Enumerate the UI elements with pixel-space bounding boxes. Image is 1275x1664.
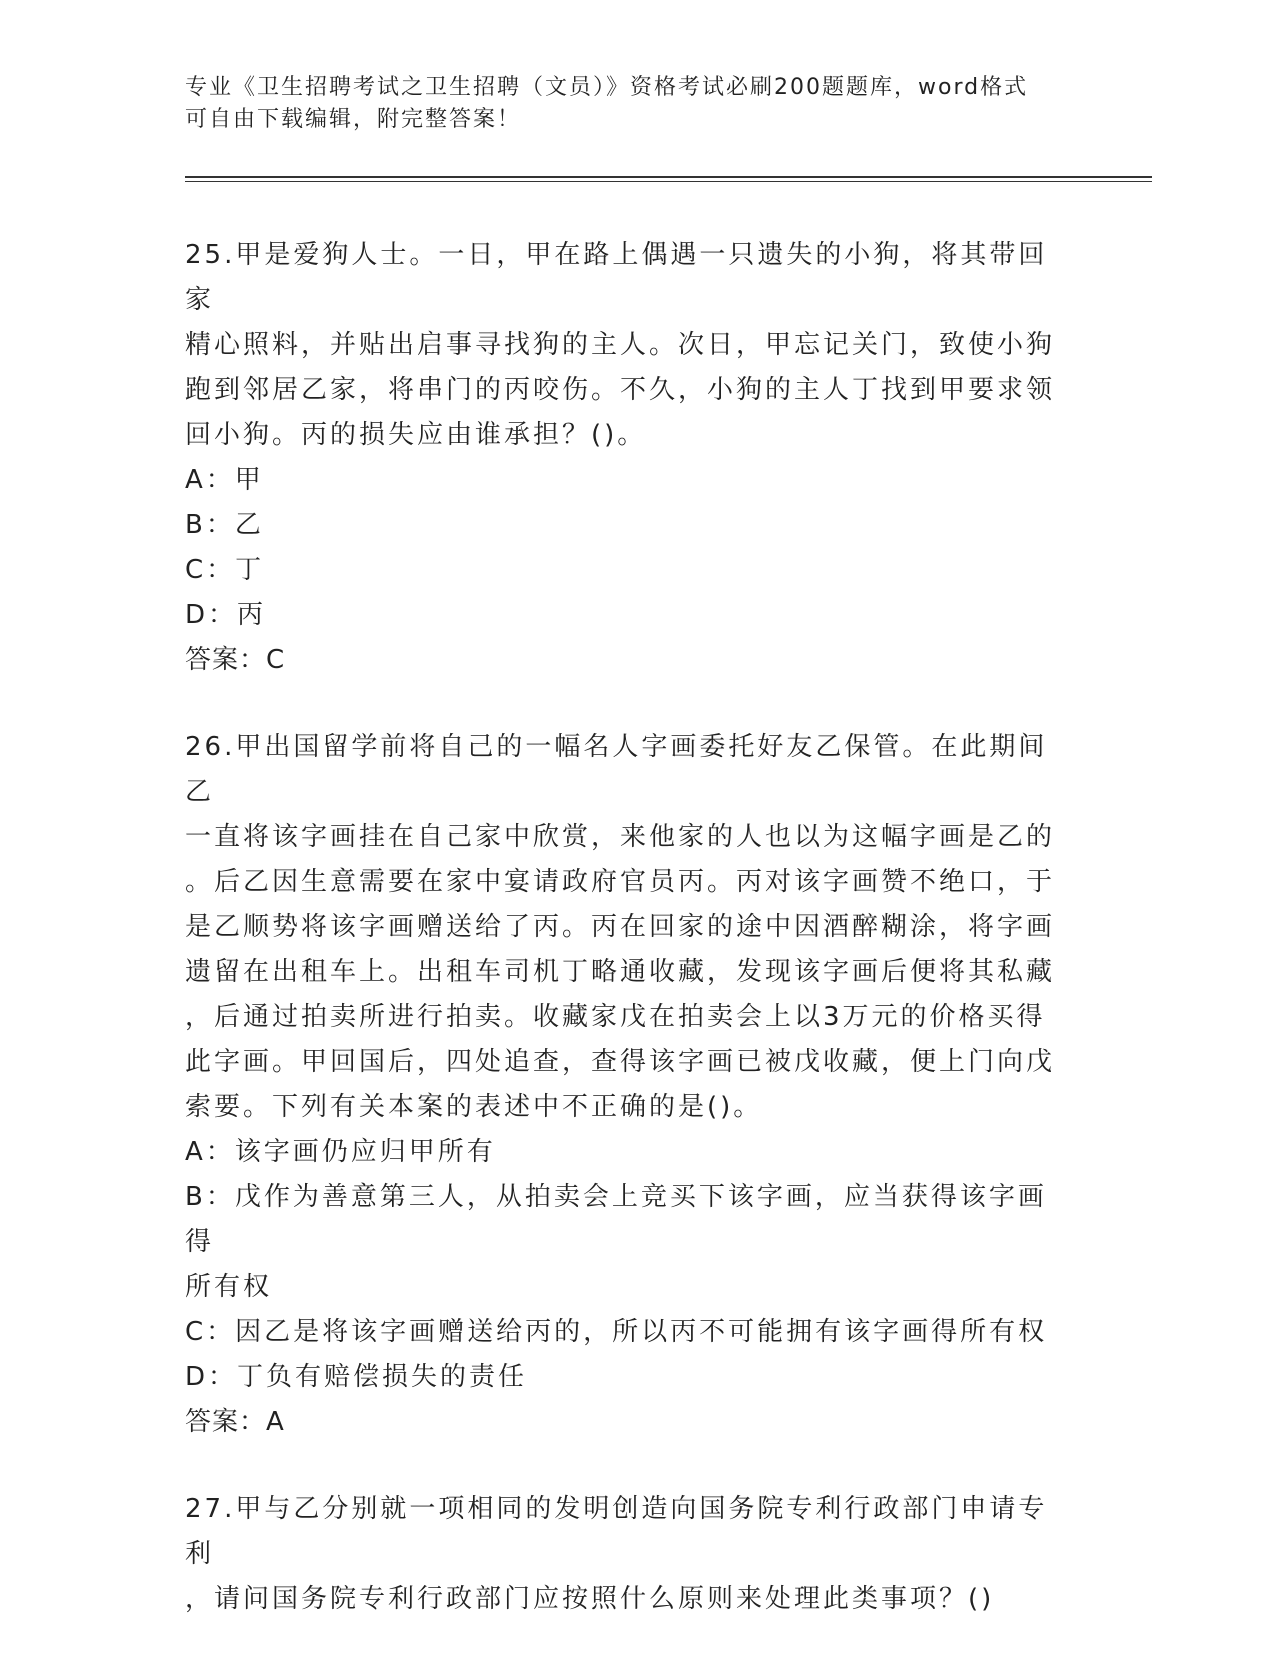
option-c: C：丁 [185, 555, 265, 585]
stem-line: ，后通过拍卖所进行拍卖。收藏家戊在拍卖会上以3万元的价格买得 [185, 1002, 1046, 1032]
question-stem [185, 725, 1075, 1130]
stem-line: 索要。下列有关本案的表述中不正确的是()。 [185, 1092, 763, 1122]
option-b: B：乙 [185, 510, 264, 540]
question-26 [185, 725, 1075, 1445]
stem-line: ，请问国务院专利行政部门应按照什么原则来处理此类事项？() [185, 1584, 995, 1614]
header-divider-thin [185, 181, 1152, 182]
question-stem [185, 1487, 1075, 1622]
stem-line: 一直将该字画挂在自己家中欣赏，来他家的人也以为这幅字画是乙的 [185, 822, 1056, 852]
option-d: D：丙 [185, 600, 267, 630]
stem-line: 跑到邻居乙家，将串门的丙咬伤。不久，小狗的主人丁找到甲要求领 [185, 375, 1056, 405]
stem-line: 。后乙因生意需要在家中宴请政府官员丙。丙对该字画赞不绝口，于 [185, 867, 1056, 897]
document-header [185, 72, 1085, 136]
option-d: D：丁负有赔偿损失的责任 [185, 1362, 528, 1392]
answer-line: 答案：C [185, 645, 286, 675]
header-line-1: 专业《卫生招聘考试之卫生招聘（文员）》资格考试必刷200题题库，word格式 [185, 75, 1029, 100]
question-27 [185, 1487, 1075, 1622]
stem-line: 此字画。甲回国后，四处追查，查得该字画已被戊收藏，便上门向戊 [185, 1047, 1056, 1077]
stem-line: 是乙顺势将该字画赠送给了丙。丙在回家的途中因酒醉糊涂，将字画 [185, 912, 1056, 942]
question-list [185, 233, 1075, 1664]
header-divider-thick [185, 176, 1152, 178]
stem-line: 26.甲出国留学前将自己的一幅名人字画委托好友乙保管。在此期间乙 [185, 732, 1048, 807]
question-stem [185, 233, 1075, 458]
option-b: B：戊作为善意第三人，从拍卖会上竞买下该字画，应当获得该字画得 [185, 1182, 1047, 1257]
stem-line: 回小狗。丙的损失应由谁承担？()。 [185, 420, 647, 450]
option-b-continued: 所有权 [185, 1272, 273, 1302]
stem-line: 25.甲是爱狗人士。一日，甲在路上偶遇一只遗失的小狗，将其带回家 [185, 240, 1048, 315]
stem-line: 精心照料，并贴出启事寻找狗的主人。次日，甲忘记关门，致使小狗 [185, 330, 1056, 360]
header-line-2: 可自由下载编辑，附完整答案！ [185, 107, 522, 132]
option-a: A：该字画仍应归甲所有 [185, 1137, 496, 1167]
stem-line: 遗留在出租车上。出租车司机丁略通收藏，发现该字画后便将其私藏 [185, 957, 1056, 987]
option-a: A：甲 [185, 465, 264, 495]
stem-line: 27.甲与乙分别就一项相同的发明创造向国务院专利行政部门申请专利 [185, 1494, 1048, 1569]
answer-line: 答案：A [185, 1407, 285, 1437]
question-25 [185, 233, 1075, 683]
option-c: C：因乙是将该字画赠送给丙的，所以丙不可能拥有该字画得所有权 [185, 1317, 1048, 1347]
